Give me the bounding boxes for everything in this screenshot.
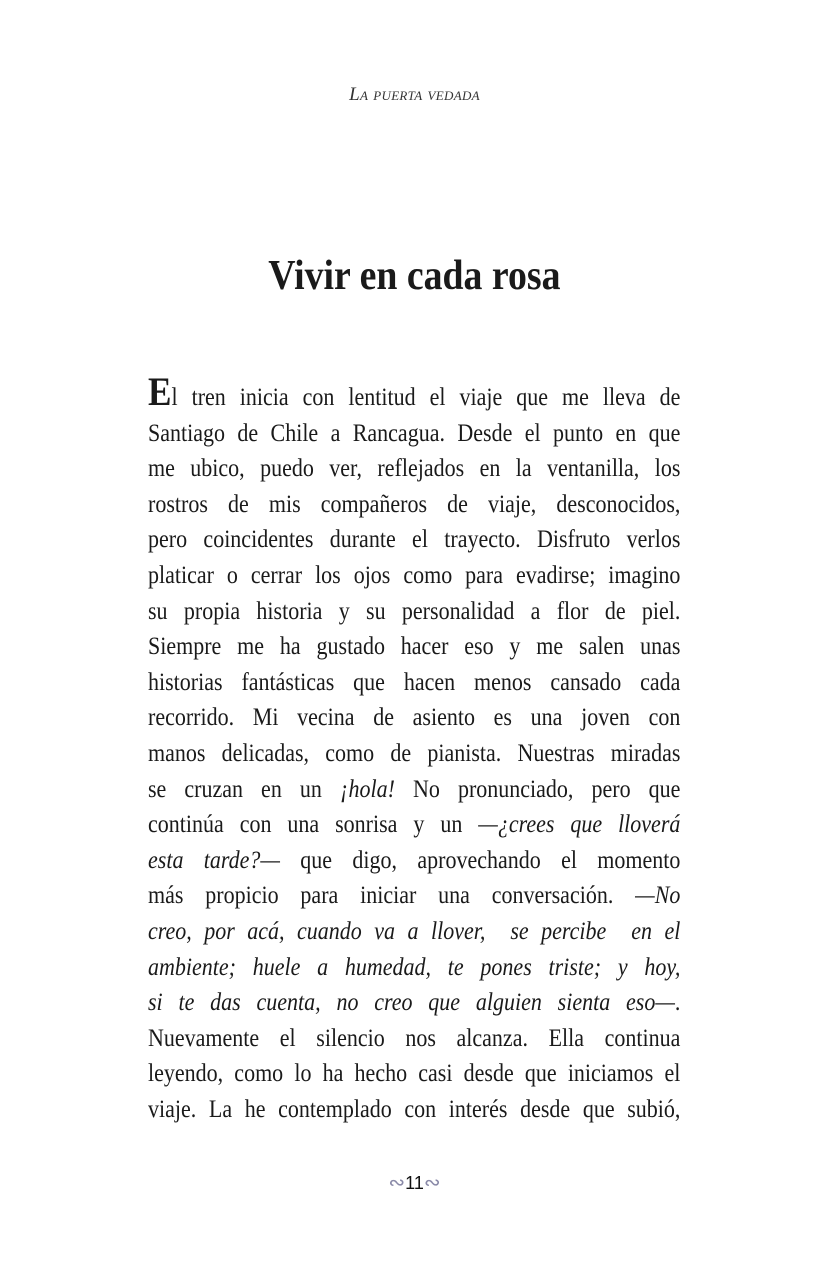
- text-segment: Siempre me ha gustado hacer eso y me salen unas: [148, 633, 681, 661]
- text-segment: viaje. La he contemplado con interés desde que subió,: [148, 1095, 681, 1123]
- text-line: [148, 950, 680, 986]
- chapter-title: [0, 252, 829, 300]
- text-segment: manos delicadas, como de pianista. Nuestras miradas: [148, 739, 681, 767]
- right-ornament-icon: ∾: [423, 1172, 441, 1194]
- italic-segment: ¡hola!: [339, 775, 395, 803]
- text-segment: Santiago de Chile a Rancagua. Desde el punto en que: [148, 419, 681, 447]
- text-segment: rostros de mis compañeros de viaje, desconocidos,: [148, 490, 681, 518]
- italic-segment: creo, por acá, cuando va a llover, se percibe en el: [148, 917, 681, 945]
- text-line: [148, 807, 680, 843]
- text-segment: l tren inicia con lentitud el viaje que me lleva de: [171, 384, 681, 411]
- text-line: [148, 772, 680, 808]
- text-segment: recorrido. Mi vecina de asiento es una joven con: [148, 704, 681, 732]
- text-line: [148, 985, 680, 1021]
- text-line: [148, 1021, 680, 1057]
- text-line: [148, 700, 680, 736]
- drop-cap: E: [148, 369, 172, 414]
- text-segment: platicar o cerrar los ojos como para evadirse; imagino: [148, 561, 681, 589]
- italic-segment: si te das cuenta, no creo que alguien sienta eso—: [148, 989, 675, 1017]
- text-line: [148, 416, 680, 452]
- running-head: La puerta vedada: [349, 84, 480, 105]
- page-number-text: 11: [405, 1173, 424, 1193]
- text-segment: su propia historia y su personalidad a flor de piel.: [148, 597, 681, 625]
- text-line: [148, 1092, 680, 1128]
- text-line: [148, 369, 681, 416]
- text-segment: más propicio para iniciar una conversación.: [148, 882, 636, 910]
- italic-segment: ambiente; huele a humedad, te pones triste; y hoy,: [148, 953, 681, 981]
- text-line: [148, 878, 680, 914]
- text-segment: .: [674, 989, 681, 1017]
- text-line: [148, 736, 680, 772]
- text-line: [148, 843, 680, 879]
- text-segment: Nuevamente el silencio nos alcanza. Ella continua: [148, 1024, 681, 1052]
- text-segment: me ubico, puedo ver, reflejados en la ventanilla, los: [148, 455, 681, 483]
- text-segment: se cruzan en un: [148, 775, 340, 803]
- left-ornament-icon: ∾: [388, 1172, 406, 1194]
- text-segment: No pronunciado, pero que: [394, 775, 681, 803]
- text-segment: pero coincidentes durante el trayecto. Disfruto verlos: [148, 526, 681, 554]
- text-line: [148, 522, 680, 558]
- text-segment: historias fantásticas que hacen menos cansado cada: [148, 668, 681, 696]
- text-segment: continúa con una sonrisa y un: [148, 811, 479, 839]
- text-line: [148, 665, 680, 701]
- italic-segment: esta tarde?—: [148, 846, 280, 874]
- chapter-title-text: Vivir en cada rosa: [268, 253, 561, 299]
- italic-segment: —¿crees que lloverá: [478, 811, 681, 839]
- text-line: [148, 487, 680, 523]
- text-line: [148, 1056, 680, 1092]
- text-line: [148, 451, 680, 487]
- text-line: [148, 594, 680, 630]
- italic-segment: —No: [635, 882, 681, 910]
- page-number: [0, 1170, 829, 1195]
- text-line: [148, 558, 680, 594]
- text-segment: leyendo, como lo ha hecho casi desde que iniciamos el: [148, 1060, 681, 1088]
- text-line: [148, 914, 680, 950]
- text-segment: que digo, aprovechando el momento: [279, 846, 681, 874]
- body-text: [148, 369, 681, 1127]
- text-line: [148, 629, 680, 665]
